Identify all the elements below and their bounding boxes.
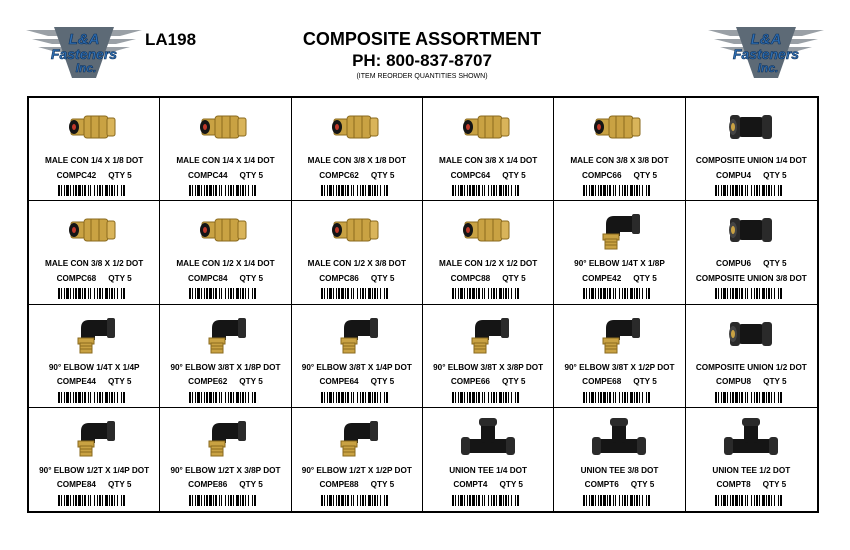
part-cell xyxy=(423,201,554,304)
male-connector-icon xyxy=(160,104,290,150)
part-code-line xyxy=(686,257,817,272)
elbow-icon xyxy=(292,311,422,357)
elbow-icon xyxy=(160,311,290,357)
company-logo-left xyxy=(24,22,144,82)
part-code: COMPC68 xyxy=(56,273,97,283)
part-qty: QTY 5 xyxy=(633,377,657,386)
part-code-line xyxy=(160,478,290,493)
part-qty: QTY 5 xyxy=(633,170,658,180)
part-code: COMPU6 xyxy=(716,259,752,269)
part-code: COMPE68 xyxy=(582,377,622,386)
part-code: COMPE64 xyxy=(319,377,359,386)
part-qty: QTY 5 xyxy=(107,377,132,386)
barcode xyxy=(452,495,524,506)
part-qty: QTY 5 xyxy=(370,480,395,490)
part-code: COMPE42 xyxy=(582,273,622,283)
part-description: COMPOSITE UNION 1/4 DOT xyxy=(695,156,807,165)
part-qty: QTY 5 xyxy=(762,480,787,490)
barcode xyxy=(189,495,261,506)
part-code: COMPC64 xyxy=(450,170,491,180)
part-code-line xyxy=(160,375,290,390)
union-icon xyxy=(686,104,817,150)
part-description: 90° ELBOW 1/4T X 1/8P xyxy=(574,259,665,269)
part-code: COMPE84 xyxy=(56,480,96,490)
part-code-line xyxy=(423,272,553,287)
part-code: COMPU8 xyxy=(716,377,752,386)
part-cell xyxy=(292,98,423,201)
male-connector-icon xyxy=(160,207,290,253)
barcode xyxy=(189,288,261,299)
part-qty: QTY 5 xyxy=(239,170,264,180)
part-cell xyxy=(423,305,554,408)
part-code-line xyxy=(292,272,422,287)
male-connector-icon xyxy=(423,104,553,150)
part-qty: QTY 5 xyxy=(370,377,395,386)
part-description: MALE CON 1/2 X 1/4 DOT xyxy=(176,259,275,269)
part-code-line xyxy=(29,375,159,390)
barcode xyxy=(452,392,524,403)
part-code-line xyxy=(292,375,422,390)
elbow-icon xyxy=(554,311,684,357)
part-description: 90° ELBOW 3/8T X 1/8P DOT xyxy=(170,362,281,372)
barcode xyxy=(321,185,393,196)
logo-text-la: L&A xyxy=(750,31,782,48)
part-qty: QTY 5 xyxy=(239,480,263,490)
union-tee-icon xyxy=(423,414,553,460)
part-qty: QTY 5 xyxy=(763,259,787,269)
part-cell xyxy=(686,98,817,201)
part-code-line xyxy=(29,478,159,493)
part-description: 90° ELBOW 1/2T X 1/4P DOT xyxy=(39,465,150,475)
part-description: 90° ELBOW 1/2T X 1/2P DOT xyxy=(301,465,412,475)
union-icon xyxy=(686,311,817,357)
reorder-note: (ITEM REORDER QUANTITIES SHOWN) xyxy=(356,73,488,80)
barcode xyxy=(583,495,655,506)
part-description: MALE CON 3/8 X 1/2 DOT xyxy=(45,259,144,269)
part-code: COMPE44 xyxy=(56,377,96,386)
part-description: MALE CON 3/8 X 3/8 DOT xyxy=(570,156,669,165)
part-code: COMPE66 xyxy=(450,377,490,386)
part-qty: QTY 5 xyxy=(633,273,657,283)
union-icon xyxy=(686,207,817,253)
part-cell xyxy=(29,408,160,511)
barcode xyxy=(452,288,524,299)
part-code-line xyxy=(292,478,422,493)
union-tee-icon xyxy=(554,414,684,460)
part-cell xyxy=(554,305,685,408)
barcode xyxy=(583,185,655,196)
part-cell xyxy=(423,408,554,511)
elbow-icon xyxy=(292,414,422,460)
part-qty: QTY 5 xyxy=(763,170,787,180)
male-connector-icon xyxy=(29,104,159,150)
part-cell xyxy=(292,201,423,304)
union-tee-icon xyxy=(686,414,817,460)
male-connector-icon xyxy=(292,207,422,253)
male-connector-icon xyxy=(423,207,553,253)
barcode xyxy=(715,495,787,506)
part-code: COMPC86 xyxy=(319,273,359,283)
part-code-line xyxy=(423,169,553,184)
barcode xyxy=(715,288,787,299)
part-qty: QTY 5 xyxy=(499,480,523,490)
part-qty: QTY 5 xyxy=(370,273,395,283)
part-cell xyxy=(554,98,685,201)
part-description: MALE CON 1/2 X 1/2 DOT xyxy=(439,259,538,269)
part-code: COMPU4 xyxy=(716,170,752,180)
part-description: 90° ELBOW 3/8T X 1/4P DOT xyxy=(301,362,412,372)
part-code-line xyxy=(554,169,684,184)
part-description: MALE CON 3/8 X 1/4 DOT xyxy=(439,156,538,165)
part-description: MALE CON 1/4 X 1/4 DOT xyxy=(176,156,275,165)
part-cell xyxy=(160,201,291,304)
part-cell xyxy=(292,305,423,408)
part-cell xyxy=(29,98,160,201)
part-code-line xyxy=(554,272,684,287)
barcode xyxy=(58,392,130,403)
logo-text-la: L&A xyxy=(68,31,100,48)
part-qty: QTY 5 xyxy=(108,170,132,180)
part-code: COMPT4 xyxy=(453,480,488,490)
part-description: MALE CON 1/2 X 3/8 DOT xyxy=(307,259,406,269)
part-code: COMPE86 xyxy=(188,480,228,490)
barcode xyxy=(189,185,261,196)
phone-number: PH: 800-837-8707 xyxy=(352,51,492,70)
elbow-icon xyxy=(160,414,290,460)
part-code: COMPC84 xyxy=(187,273,228,283)
part-description: 90° ELBOW 3/8T X 1/2P DOT xyxy=(564,362,675,372)
part-code-line xyxy=(29,169,159,184)
logo-text-fasteners: Fasteners xyxy=(50,46,118,62)
barcode xyxy=(58,185,130,196)
part-code: COMPC62 xyxy=(319,170,359,180)
part-cell xyxy=(686,408,817,511)
part-cell xyxy=(554,201,685,304)
barcode xyxy=(321,495,393,506)
part-description: COMPOSITE UNION 1/2 DOT xyxy=(695,362,807,372)
barcode xyxy=(58,288,130,299)
barcode xyxy=(321,392,393,403)
part-cell xyxy=(160,98,291,201)
page-title: COMPOSITE ASSORTMENT xyxy=(302,29,542,49)
company-logo-right xyxy=(706,22,826,82)
part-code: COMPT8 xyxy=(716,480,751,490)
part-description: COMPOSITE UNION 3/8 DOT xyxy=(695,273,807,283)
part-cell xyxy=(686,201,817,304)
part-code: COMPC66 xyxy=(581,170,622,180)
part-cell xyxy=(292,408,423,511)
male-connector-icon xyxy=(29,207,159,253)
part-number: LA198 xyxy=(145,30,197,49)
part-code-line xyxy=(554,478,684,493)
part-cell xyxy=(160,305,291,408)
part-description: 90° ELBOW 1/4T X 1/4P xyxy=(48,362,140,372)
part-code-line xyxy=(292,169,422,184)
part-code-line xyxy=(554,375,684,390)
logo-text-inc: Inc. xyxy=(757,61,779,75)
part-cell xyxy=(29,305,160,408)
logo-text-inc: Inc. xyxy=(75,61,97,75)
part-code-line xyxy=(686,169,817,184)
part-code: COMPC44 xyxy=(187,170,228,180)
part-cell xyxy=(423,98,554,201)
parts-grid xyxy=(27,96,819,513)
barcode xyxy=(715,185,787,196)
part-code-line xyxy=(423,375,553,390)
part-qty: QTY 5 xyxy=(630,480,655,490)
barcode xyxy=(583,392,655,403)
part-description: 90° ELBOW 3/8T X 3/8P DOT xyxy=(433,362,544,372)
part-description: UNION TEE 3/8 DOT xyxy=(580,465,659,475)
part-qty: QTY 5 xyxy=(239,273,264,283)
part-qty: QTY 5 xyxy=(239,377,263,386)
part-qty: QTY 5 xyxy=(370,170,395,180)
part-cell xyxy=(160,408,291,511)
part-qty: QTY 5 xyxy=(763,377,787,386)
barcode xyxy=(715,392,787,403)
part-code: COMPE88 xyxy=(319,480,359,490)
part-qty: QTY 5 xyxy=(502,273,526,283)
part-qty: QTY 5 xyxy=(107,480,132,490)
elbow-icon xyxy=(554,207,684,253)
part-code: COMPT6 xyxy=(584,480,619,490)
part-description: MALE CON 1/4 X 1/8 DOT xyxy=(45,156,144,165)
part-code: COMPC42 xyxy=(56,170,97,180)
part-cell xyxy=(686,305,817,408)
part-cell xyxy=(29,201,160,304)
barcode xyxy=(321,288,393,299)
part-code-line xyxy=(686,478,817,493)
part-code: COMPE62 xyxy=(188,377,228,386)
part-description: UNION TEE 1/4 DOT xyxy=(449,465,528,475)
part-cell xyxy=(554,408,685,511)
male-connector-icon xyxy=(292,104,422,150)
part-qty: QTY 5 xyxy=(501,377,526,386)
part-code: COMPC88 xyxy=(450,273,491,283)
male-connector-icon xyxy=(554,104,684,150)
barcode xyxy=(189,392,261,403)
part-code-line xyxy=(160,169,290,184)
part-qty: QTY 5 xyxy=(108,273,132,283)
logo-text-fasteners: Fasteners xyxy=(732,46,800,62)
part-qty: QTY 5 xyxy=(502,170,526,180)
elbow-icon xyxy=(29,311,159,357)
part-description: MALE CON 3/8 X 1/8 DOT xyxy=(307,156,406,165)
elbow-icon xyxy=(423,311,553,357)
part-code-line xyxy=(423,478,553,493)
barcode xyxy=(583,288,655,299)
part-description: 90° ELBOW 1/2T X 3/8P DOT xyxy=(170,465,281,475)
barcode xyxy=(58,495,130,506)
part-description: UNION TEE 1/2 DOT xyxy=(712,465,791,475)
barcode xyxy=(452,185,524,196)
part-code-line xyxy=(160,272,290,287)
part-code-line xyxy=(29,272,159,287)
elbow-icon xyxy=(29,414,159,460)
part-code-line xyxy=(686,375,817,390)
